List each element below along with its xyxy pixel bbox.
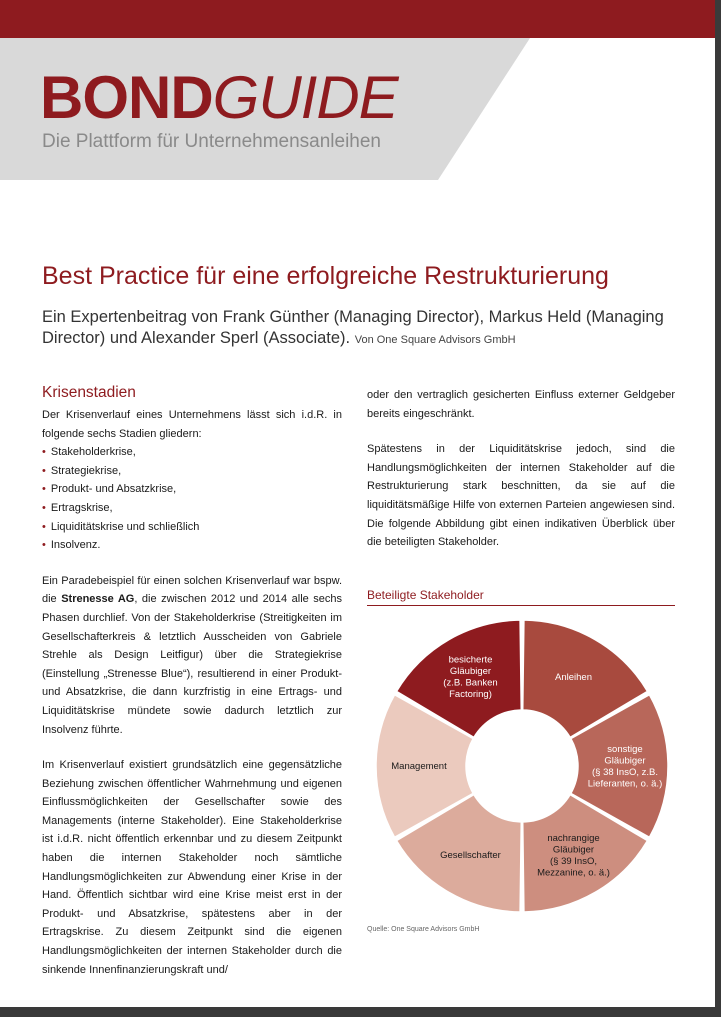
page-edge-right [715,0,721,1017]
header-red-bar [0,0,721,38]
para-text: , die zwischen 2012 und 2014 alle sechs Phasen durchlief. Von der Stakeholderkrise (Streitigkeiten im Gesellschafterkreis & letztlich Ausscheiden von Gabriele Strehle als Design Leitfigur) über die Strategiekrise (Einstellung „Strenesse Blue“), resultierend in einer Produkt- und Absatzkrise, die dann kurzfristig in eine Ertrags- und Liquiditätskrise mündete sowie dadurch letztlich zur Insolvenz führte. [42,593,342,736]
donut-label-line: Anleihen [555,671,592,683]
list-item: • Ertragskrise, [42,499,342,518]
donut-svg [364,610,680,920]
article-title: Best Practice für eine erfolgreiche Restrukturierung [42,262,609,290]
article-authors: Ein Expertenbeitrag von Frank Günther (Managing Director), Markus Held (Managing Director) und Alexander Sperl (Associate). [42,308,664,347]
logo-bond: BOND [40,64,213,131]
logo-tagline: Die Plattform für Unternehmensanleihen [42,131,382,152]
donut-label-line: Gläubiger [604,755,646,767]
list-item: • Produkt- und Absatzkrise, [42,480,342,499]
article-subtitle [42,307,682,351]
figure-source: Quelle: One Square Advisors GmbH [367,926,480,933]
strenesse-paragraph [42,572,342,739]
left-column [42,384,342,979]
bondguide-logo[interactable] [40,64,398,131]
donut-label-line: (§ 39 InsO, [550,855,597,867]
list-item: • Stakeholderkrise, [42,443,342,462]
logo-guide: GUIDE [212,64,398,131]
figure-title: Beteiligte Stakeholder [367,588,484,602]
section-heading-krisenstadien: Krisenstadien [42,384,136,401]
continuation-paragraph: oder den vertraglich gesicherten Einfluss externer Geldgeber bereits eingeschränkt. [367,389,675,420]
para-text: Ein Paradebeispiel für einen solchen Krisenverlauf war bspw. die [42,574,342,606]
figure-title-rule [367,605,675,606]
donut-label-line: Lieferanten, o. ä.) [587,778,663,790]
page-edge-bottom [0,1007,721,1017]
stakeholder-donut-chart [364,610,680,920]
donut-label-line: sonstige [607,743,643,755]
company-name-bold: Strenesse AG [61,593,135,606]
donut-label-line: Gesellschafter [440,850,501,862]
donut-segment-label [440,850,501,861]
donut-label-line: Factoring) [449,689,492,701]
donut-label-line: (z.B. Banken [443,677,498,689]
donut-segment-label [555,672,592,683]
donut-label-line: Mezzanine, o. ä.) [537,867,610,879]
donut-label-line: Gläubiger [552,844,595,856]
list-item: • Strategiekrise, [42,462,342,481]
article-company: Von One Square Advisors GmbH [354,334,516,346]
right-column [367,386,675,552]
donut-label-line: Gläubiger [449,666,492,678]
intro-paragraph: Der Krisenverlauf eines Unternehmens lässt sich i.d.R. in folgende sechs Stadien gliedern: [42,409,342,440]
donut-segment-label [391,761,447,772]
stages-list [42,443,342,555]
donut-label-line: (§ 38 InsO, z.B. [592,766,658,778]
list-item: • Insolvenz. [42,536,342,555]
donut-segment-label [443,655,497,701]
list-item: • Liquiditätskrise und schließlich [42,518,342,537]
donut-label-line: besicherte [448,654,493,666]
krisenverlauf-paragraph: Im Krisenverlauf existiert grundsätzlich eine gegensätzliche Beziehung zwischen öffentlicher Wahrnehmung und eigenen Einflussmöglichkeiten der Gesellschafter sowie des Managements (interne Stakeholder). Eine Stakeholderkrise ist i.d.R. nicht öffentlich erkennbar und zu diesem Zeitpunkt haben die internen Stakeholder noch sämtliche Handlungsmöglichkeiten zur Abwendung einer Krise in der Hand. Öffentlich sichtbar wird eine Krise meist erst in der Produkt- und Absatzkrise, spätestens aber in der Ertragskrise. Zu diesem Zeitpunkt sind die eigenen Handlungsmöglichkeiten der internen Stakeholder durch die sinkende Innenfinanzierungskraft und/ [42,759,342,976]
donut-label-line: nachrangige [547,832,600,844]
donut-label-line: Management [391,761,447,772]
liquidity-paragraph: Spätestens in der Liquiditätskrise jedoch, sind die Handlungsmöglichkeiten der internen Stakeholder auf die Restrukturierung stark beschnitten, da sie auf die liquiditätsmäßige Hilfe von externen Parteien angewiesen sind. Die folgende Abbildung gibt einen indikativen Überblick über die beteiligten Stakeholder. [367,443,675,549]
